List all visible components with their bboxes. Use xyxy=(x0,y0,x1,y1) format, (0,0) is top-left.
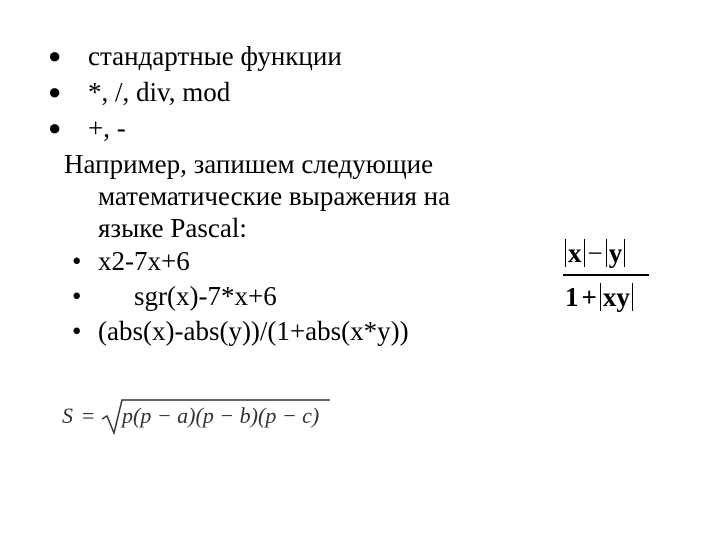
intro-line-1: Например, запишем следующие xyxy=(64,149,434,179)
fraction-numerator xyxy=(565,238,625,268)
fraction-denominator xyxy=(565,282,633,312)
intro-line-2: математические выражения на xyxy=(98,181,451,211)
bullet-item-additive-ops: +, - xyxy=(88,113,126,143)
heron-formula xyxy=(62,397,332,437)
bullet-marker: ● xyxy=(48,79,62,104)
bullet-marker: • xyxy=(72,316,82,346)
fraction-formula xyxy=(563,234,649,316)
abs-xy: xy xyxy=(600,283,633,311)
bullet-marker: ● xyxy=(48,115,62,140)
formula-radicand: p(p − a)(p − b)(p − c) xyxy=(122,403,320,428)
formula-equals: = xyxy=(82,403,95,428)
plus-operator: + xyxy=(581,282,597,312)
intro-line-3: языке Pascal: xyxy=(98,213,247,243)
fraction-bar xyxy=(563,274,649,276)
bullet-marker: • xyxy=(72,246,82,276)
denominator-one: 1 xyxy=(565,282,579,312)
bullet-item-multiplicative-ops: *, /, div, mod xyxy=(88,77,231,107)
expression-item: (abs(x)-abs(y))/(1+abs(x*y)) xyxy=(98,316,409,346)
abs-x: x xyxy=(565,239,585,267)
bullet-marker: • xyxy=(72,281,82,311)
minus-operator: − xyxy=(587,238,603,268)
expression-item: x2-7x+6 xyxy=(98,246,190,276)
bullet-marker: ● xyxy=(48,43,62,68)
abs-y: y xyxy=(606,239,626,267)
formula-lhs: S xyxy=(62,403,73,428)
bullet-item-standard-functions: стандартные функции xyxy=(88,41,342,71)
expression-item: sgr(x)-7*x+6 xyxy=(134,281,277,311)
